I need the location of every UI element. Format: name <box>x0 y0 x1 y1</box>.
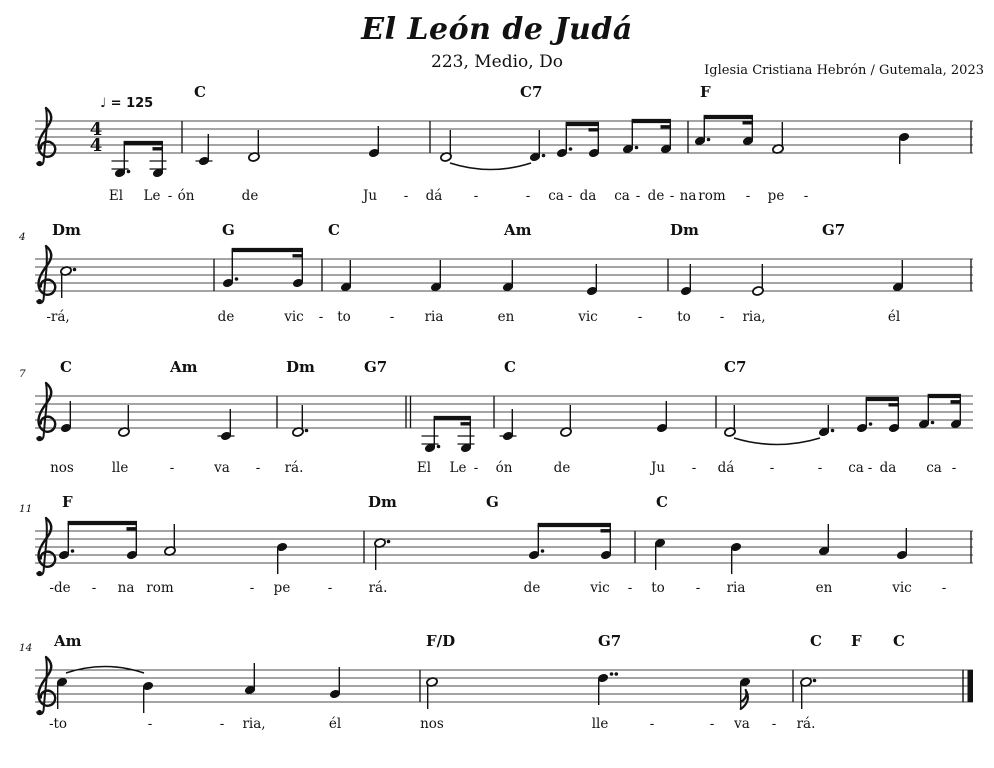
lyric-syllable: vic <box>892 580 912 596</box>
lyric-syllable: de <box>553 460 571 476</box>
chord-symbol: Dm <box>52 221 81 239</box>
chord-symbol: C <box>656 493 668 511</box>
staff-system <box>35 83 973 204</box>
chord-symbol: Dm <box>286 358 315 376</box>
lyric-syllable: - <box>951 460 957 476</box>
measure-number: 4 <box>19 231 26 243</box>
chord-symbol: C <box>328 221 340 239</box>
treble-clef-icon <box>37 161 42 166</box>
chord-symbol: Am <box>504 221 532 239</box>
lyric-syllable: - <box>771 716 777 732</box>
lyric-syllable: vic <box>284 309 304 325</box>
measure-number: 7 <box>19 368 26 380</box>
lyric-syllable: na <box>117 580 135 596</box>
lyric-syllable: da <box>879 460 897 476</box>
lyric-syllable: to <box>651 580 665 596</box>
chord-symbol: C <box>504 358 516 376</box>
augmentation-dot <box>931 421 935 425</box>
lyric-syllable: rom <box>146 580 174 596</box>
lyric-syllable: da <box>579 188 597 204</box>
augmentation-dot <box>813 679 817 683</box>
song-title: El León de Judá <box>361 12 633 47</box>
augmentation-dot <box>542 154 546 158</box>
augmentation-dot <box>635 146 639 150</box>
lyric-syllable: - <box>691 460 697 476</box>
lyric-syllable: ón <box>495 460 513 476</box>
staff-system <box>18 221 973 325</box>
lyric-syllable: rá. <box>284 460 304 476</box>
chord-symbol: F <box>62 493 73 511</box>
lyric-syllable: - <box>635 188 641 204</box>
lyric-syllable: él <box>887 309 901 325</box>
lyric-syllable: vic <box>590 580 610 596</box>
lyric-syllable: rom <box>698 188 726 204</box>
chord-symbol: G <box>222 221 235 239</box>
lyric-syllable: - <box>817 460 823 476</box>
lyric-syllable: lle <box>111 460 129 476</box>
chord-symbol: C <box>893 632 905 650</box>
lyric-syllable: pe <box>273 580 291 596</box>
lyric-syllable: - <box>745 188 751 204</box>
lyric-syllable: - <box>403 188 409 204</box>
chord-symbol: G7 <box>822 221 846 239</box>
lyric-syllable: El <box>108 188 124 204</box>
lyric-syllable: - <box>169 460 175 476</box>
lyric-syllable: - <box>327 580 333 596</box>
lyric-syllable: en <box>815 580 833 596</box>
treble-clef-icon <box>37 436 42 441</box>
lyric-syllable: ria, <box>242 716 266 732</box>
augmentation-dot <box>831 429 835 433</box>
tie-slur <box>450 163 531 170</box>
chord-symbol: C <box>60 358 72 376</box>
treble-clef-icon <box>37 710 42 715</box>
lyric-syllable: ria <box>726 580 746 596</box>
lyric-syllable: va <box>734 716 750 732</box>
augmentation-dot <box>707 138 711 142</box>
augmentation-dot <box>387 540 391 544</box>
augmentation-dot <box>541 549 545 553</box>
augmentation-dot <box>235 277 239 281</box>
treble-clef-icon <box>37 299 42 304</box>
time-signature-numeral: 4 <box>89 135 103 156</box>
lyric-syllable: - <box>91 580 97 596</box>
lyric-syllable: - <box>649 716 655 732</box>
lyric-syllable: de <box>647 188 665 204</box>
lyric-syllable: Le <box>143 188 161 204</box>
time-signature-numeral: 4 <box>89 119 103 140</box>
lyric-syllable: Ju <box>650 460 666 476</box>
staff-system <box>19 632 973 732</box>
staff-system <box>19 358 973 476</box>
lyric-syllable: de <box>523 580 541 596</box>
chord-symbol: C7 <box>520 83 543 101</box>
lyric-syllable: pe <box>767 188 785 204</box>
augmentation-dot <box>615 672 619 676</box>
lyric-syllable: - <box>769 460 775 476</box>
lyric-syllable: nos <box>50 460 74 476</box>
attribution: Iglesia Cristiana Hebrón / Gutemala, 2023 <box>704 63 984 78</box>
lyric-syllable: - <box>719 309 725 325</box>
lyric-syllable: - <box>147 716 153 732</box>
chord-symbol: G <box>486 493 499 511</box>
augmentation-dot <box>71 549 75 553</box>
lyric-syllable: - <box>473 460 479 476</box>
lyric-syllable: -rá, <box>46 309 70 325</box>
chord-symbol: C <box>810 632 822 650</box>
measure-number: 11 <box>19 503 33 515</box>
chord-symbol: Am <box>54 632 82 650</box>
measure-number: 14 <box>19 642 33 654</box>
augmentation-dot <box>127 170 131 174</box>
chord-symbol: Am <box>170 358 198 376</box>
lyric-syllable: - <box>219 716 225 732</box>
lyric-syllable: ca <box>614 188 630 204</box>
lyric-syllable: dá <box>425 188 443 204</box>
lyric-syllable: El <box>416 460 432 476</box>
lyric-syllable: - <box>473 188 479 204</box>
lyric-syllable: ca <box>548 188 564 204</box>
lyric-syllable: Ju <box>362 188 378 204</box>
lyric-syllable: ria <box>424 309 444 325</box>
lyric-syllable: lle <box>591 716 609 732</box>
lyric-syllable: - <box>627 580 633 596</box>
lyric-syllable: - <box>695 580 701 596</box>
lyric-syllable: nos <box>420 716 444 732</box>
chord-symbol: C <box>194 83 206 101</box>
lyric-syllable: - <box>525 188 531 204</box>
lyric-syllable: de <box>241 188 259 204</box>
lyric-syllable: de <box>217 309 235 325</box>
lyric-syllable: - <box>167 188 173 204</box>
note-flag <box>741 690 747 702</box>
lyric-syllable: va <box>214 460 230 476</box>
lyric-syllable: rá. <box>368 580 388 596</box>
lyric-syllable: ca <box>926 460 942 476</box>
lyric-syllable: en <box>497 309 515 325</box>
augmentation-dot <box>73 268 77 272</box>
lyric-syllable: Le <box>449 460 467 476</box>
chord-symbol: F <box>700 83 711 101</box>
augmentation-dot <box>437 445 441 449</box>
augmentation-dot <box>610 672 614 676</box>
augmentation-dot <box>569 147 573 151</box>
lyric-syllable: to <box>677 309 691 325</box>
staff-system <box>19 493 973 596</box>
tempo-marking: ♩ = 125 <box>100 96 154 111</box>
lyric-syllable: - <box>389 309 395 325</box>
lyric-syllable: vic <box>578 309 598 325</box>
lyric-syllable: - <box>867 460 873 476</box>
chord-symbol: G7 <box>364 358 388 376</box>
lyric-syllable: - <box>637 309 643 325</box>
lyric-syllable: él <box>328 716 342 732</box>
chord-symbol: Dm <box>368 493 397 511</box>
chord-symbol: F <box>851 632 862 650</box>
lyric-syllable: na <box>679 188 697 204</box>
chord-symbol: F/D <box>426 632 456 650</box>
augmentation-dot <box>869 422 873 426</box>
chord-symbol: C7 <box>724 358 747 376</box>
lyric-syllable: - <box>318 309 324 325</box>
chord-symbol: Dm <box>670 221 699 239</box>
lyric-syllable: - <box>803 188 809 204</box>
lyric-syllable: - <box>709 716 715 732</box>
lyric-syllable: dá <box>717 460 735 476</box>
lyric-syllable: to <box>337 309 351 325</box>
lyric-syllable: -to <box>48 716 68 732</box>
song-subtitle: 223, Medio, Do <box>431 52 563 72</box>
lyric-syllable: rá. <box>796 716 816 732</box>
lyric-syllable: - <box>255 460 261 476</box>
lyric-syllable: - <box>941 580 947 596</box>
lyric-syllable: - <box>567 188 573 204</box>
lyric-syllable: - <box>249 580 255 596</box>
final-barline <box>968 670 974 702</box>
lyric-syllable: - <box>669 188 675 204</box>
treble-clef-icon <box>37 571 42 576</box>
chord-symbol: G7 <box>598 632 622 650</box>
lyric-syllable: ca <box>848 460 864 476</box>
lyric-syllable: ria, <box>742 309 766 325</box>
lyric-syllable: -de <box>49 580 71 596</box>
tie-slur <box>734 438 820 445</box>
lyric-syllable: ón <box>177 188 195 204</box>
augmentation-dot <box>305 429 309 433</box>
